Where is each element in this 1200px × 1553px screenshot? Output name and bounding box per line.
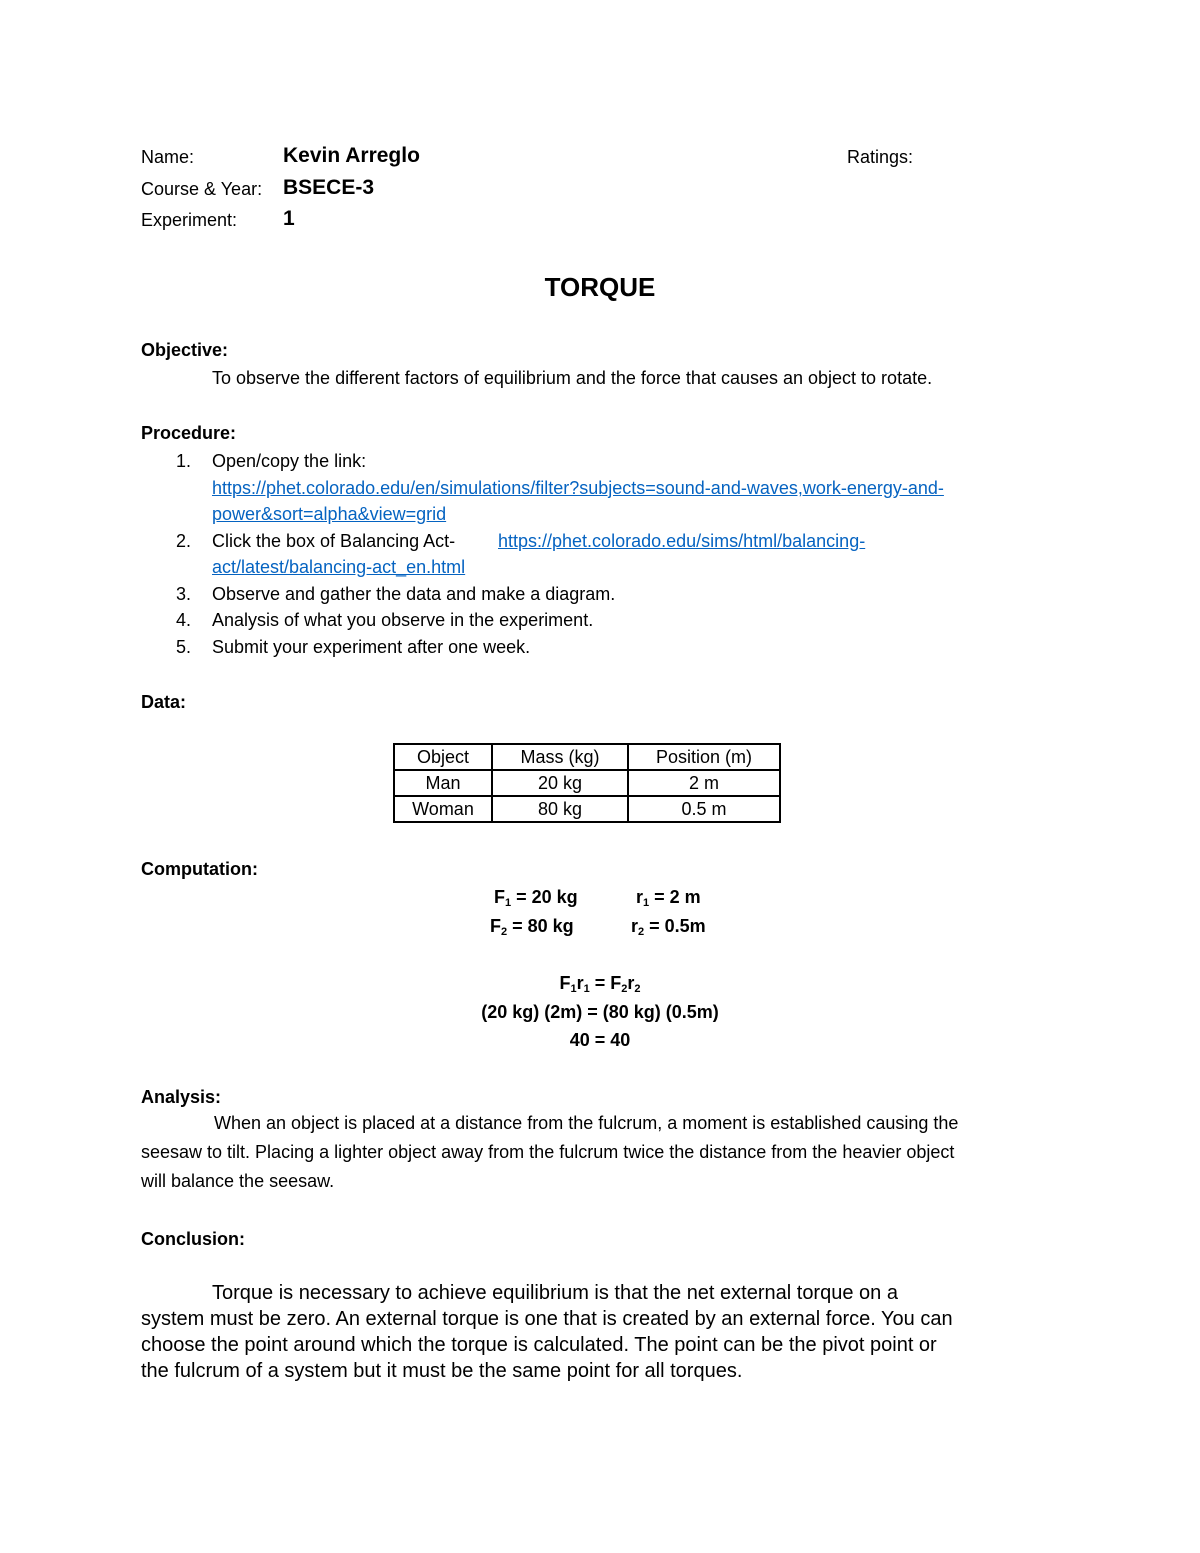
table-header-row	[394, 744, 780, 770]
conclusion-line: the fulcrum of a system but it must be the same point for all torques.	[141, 1360, 743, 1382]
experiment-value: 1	[283, 207, 295, 230]
formula-f1: F	[559, 973, 571, 993]
f1-equation	[494, 887, 578, 909]
phet-filter-link-cont[interactable]: power&sort=alpha&view=grid	[212, 504, 447, 524]
result-equation: 40 = 40	[569, 1030, 631, 1050]
name-value: Kevin Arreglo	[283, 144, 420, 167]
analysis-line: When an object is placed at a distance from the fulcrum, a moment is established causing the	[214, 1113, 959, 1133]
formula-f2: F	[610, 973, 622, 993]
data-heading: Data:	[141, 692, 187, 712]
conclusion-line: system must be zero. An external torque is one that is created by an external force. You can	[141, 1308, 953, 1330]
phet-filter-link[interactable]: https://phet.colorado.edu/en/simulations/filter?subjects=sound-and-waves,work-energy-and-	[212, 478, 944, 498]
r2-equation	[631, 916, 706, 938]
step-text: Click the box of Balancing Act-	[212, 531, 456, 551]
formula-f1-sub: 1	[570, 983, 577, 995]
conclusion-line: choose the point around which the torque is calculated. The point can be the pivot point or	[141, 1334, 937, 1356]
table-cell: Man	[394, 770, 492, 796]
formula-r1: r	[576, 973, 584, 993]
analysis-line: seesaw to tilt. Placing a lighter object away from the fulcrum twice the distance from the heavier object	[141, 1142, 955, 1162]
f1-symbol: F	[494, 887, 505, 907]
procedure-heading: Procedure:	[141, 423, 237, 443]
column-header-object: Object	[394, 744, 492, 770]
objective-heading: Objective:	[141, 340, 229, 360]
formula-f2-sub: 2	[621, 983, 628, 995]
step-text: Open/copy the link:	[212, 451, 367, 471]
column-header-position: Position (m)	[628, 744, 780, 770]
f2-value: = 80 kg	[507, 916, 574, 936]
f2-subscript: 2	[501, 926, 508, 938]
step-text: Observe and gather the data and make a diagram.	[212, 584, 616, 604]
step-number: 2.	[176, 531, 192, 551]
substituted-equation: (20 kg) (2m) = (80 kg) (0.5m)	[481, 1002, 719, 1022]
balancing-act-link-cont[interactable]: act/latest/balancing-act_en.html	[212, 557, 466, 577]
conclusion-heading: Conclusion:	[141, 1229, 245, 1249]
table-cell: 20 kg	[492, 770, 628, 796]
formula-r2-sub: 2	[634, 983, 641, 995]
table-cell: 0.5 m	[628, 796, 780, 822]
step-number: 3.	[176, 584, 192, 604]
f1-subscript: 1	[505, 897, 512, 909]
data-table	[393, 743, 781, 823]
r2-value: = 0.5m	[644, 916, 706, 936]
r1-subscript: 1	[643, 897, 650, 909]
r1-value: = 2 m	[649, 887, 701, 907]
name-label: Name:	[141, 147, 195, 167]
formula-r1-sub: 1	[583, 983, 590, 995]
computation-heading: Computation:	[141, 859, 258, 879]
objective-text: To observe the different factors of equilibrium and the force that causes an object to rotate.	[212, 368, 933, 388]
r1-symbol: r	[636, 887, 644, 907]
ratings-label: Ratings:	[847, 147, 914, 167]
table-cell: 80 kg	[492, 796, 628, 822]
page-title: TORQUE	[544, 272, 656, 302]
step-text: Submit your experiment after one week.	[212, 637, 531, 657]
r2-symbol: r	[631, 916, 639, 936]
f2-equation	[490, 916, 574, 938]
r2-subscript: 2	[638, 926, 645, 938]
torque-balance-formula: $F_1r_1 = F_2r_2$	[559, 973, 641, 995]
step-number: 1.	[176, 451, 192, 471]
f2-symbol: F	[490, 916, 501, 936]
analysis-heading: Analysis:	[141, 1087, 222, 1107]
balancing-act-link[interactable]: https://phet.colorado.edu/sims/html/balancing-	[498, 531, 866, 551]
analysis-line: will balance the seesaw.	[141, 1171, 335, 1191]
table-cell: Woman	[394, 796, 492, 822]
step-number: 4.	[176, 610, 192, 630]
step-number: 5.	[176, 637, 192, 657]
step-text: Analysis of what you observe in the experiment.	[212, 610, 594, 630]
table-cell: 2 m	[628, 770, 780, 796]
f1-value: = 20 kg	[511, 887, 578, 907]
table-row	[394, 770, 780, 796]
r1-equation	[636, 887, 701, 909]
course-value: BSECE-3	[283, 176, 375, 199]
table-row	[394, 796, 780, 822]
formula-r2: r	[627, 973, 635, 993]
column-header-mass: Mass (kg)	[492, 744, 628, 770]
experiment-label: Experiment:	[141, 210, 238, 230]
conclusion-line: Torque is necessary to achieve equilibrium is that the net external torque on a	[212, 1282, 898, 1304]
course-label: Course & Year:	[141, 179, 263, 199]
